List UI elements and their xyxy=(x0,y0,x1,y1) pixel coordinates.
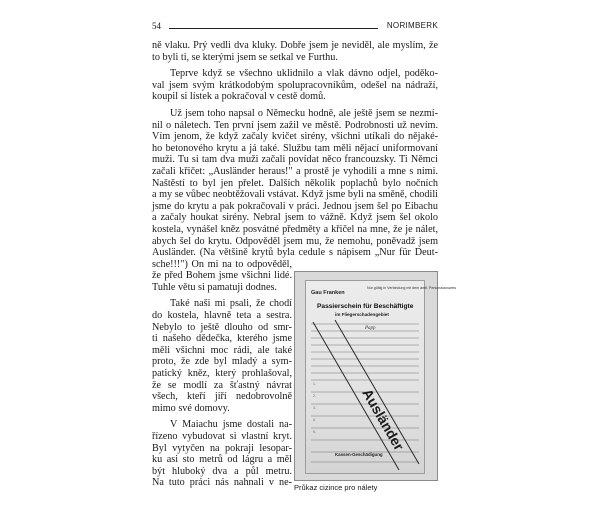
pass-name-value: Papp xyxy=(365,326,376,331)
text-line: mimo své domovy. xyxy=(152,402,230,414)
text-line: sche!!!") On mi na to odpověděl, xyxy=(152,258,292,270)
text-line: ho betonového krytu a já také. Službu tam měli nějací uniformovaní xyxy=(152,142,438,154)
text-line: V Maiachu jsme dostali na- xyxy=(170,419,292,431)
text-line: Na tuto práci nás nahnali v ne- xyxy=(152,477,292,489)
svg-text:5.: 5. xyxy=(313,430,316,434)
text-line: měli všichni moc rádi, ale také xyxy=(152,344,292,356)
text-line: to byli ti, se kterými jsem se setkal ve Furthu. xyxy=(152,51,338,63)
text-line: patický kněz, který prohlašoval, xyxy=(152,368,292,380)
text-line: koupil si lístek a pokračoval v cestě domů. xyxy=(152,91,326,103)
page-number: 54 xyxy=(152,21,161,31)
svg-text:1.: 1. xyxy=(313,382,316,386)
text-line: že před Bohem jsme všichni lidé. xyxy=(152,270,292,282)
figure-caption: Průkaz cizince pro nálety xyxy=(294,483,378,492)
form-row-marks xyxy=(313,382,316,434)
text-line: ku asi sto metrů od lágru a měl xyxy=(152,454,292,466)
pass-footer: Kassen-Geschädigung xyxy=(335,452,383,457)
pass-note: Nur gültig in Verbindung mit dem amtl. Personalausweis xyxy=(367,286,457,290)
header-rule xyxy=(169,28,378,29)
pass-issuer: Gau Franken xyxy=(311,290,345,296)
text-line: Už jsem toho napsal o Německu hodně, ale ještě jsem se nezmí- xyxy=(170,107,438,119)
text-line: začali křičet: „Ausländer heraus!" a prostě je vyhodili a mne s nimi. xyxy=(152,165,438,177)
text-line: Naštěstí to byl jen přelet. Dalších několik poplachů bylo nočních xyxy=(152,177,438,189)
text-line: val jsem svým krátkodobým spolupracovníkům, odešel na nádraží, xyxy=(152,79,438,91)
text-line: Také naši mi psali, že chodí xyxy=(170,298,292,310)
text-line: abych šel do krytu. Odpověděl jsem mu, že nemohu, poněvadž jsem xyxy=(152,235,438,247)
svg-text:3.: 3. xyxy=(313,406,316,410)
text-line: Byl vytyčen na pokraji lesopar- xyxy=(152,442,292,454)
text-line: Vím jenom, že když začaly kvičet sirény, všichni utíkali do nějaké- xyxy=(152,131,438,143)
text-line: a začaly houkat sirény. Nebral jsem to vážně. Když jsem šel okolo xyxy=(152,212,438,224)
pass-heading: Passierschein für Beschäftigte xyxy=(317,303,414,310)
text-line: do kostela, hlavně teta a sestra. xyxy=(152,310,292,322)
text-line: všech, kteří jiří nedobrovolně xyxy=(152,391,292,403)
text-line: být hluboký dva a půl metru. xyxy=(152,465,292,477)
text-line: a my se vůbec neobtěžovali vstávat. Když jsme byli na směně, chodili xyxy=(152,189,438,201)
svg-text:4.: 4. xyxy=(313,418,316,422)
figure xyxy=(294,271,457,492)
text-line: muži. Tu si tam dva muži začali povídat něco francouzsky. Ti Němci xyxy=(152,154,438,166)
running-title: NORIMBERK xyxy=(386,21,438,30)
text-line: ně vlaku. Prý vedli dva kluky. Dobře jsem je neviděl, ale myslím, že xyxy=(152,40,438,51)
pass-stamp: Ausländer xyxy=(359,385,408,454)
pass-subheading: im Fliegerschadengebiet xyxy=(335,312,389,317)
text-line: nil o náletech. Ten první jsem zažil ve městě. Podrobnosti už nevím. xyxy=(152,119,438,131)
text-line: řízeno vybudovat si vlastní kryt. xyxy=(152,431,292,442)
text-line: Nebylo to ještě dlouho od smr- xyxy=(152,321,292,333)
svg-text:2.: 2. xyxy=(313,394,316,398)
text-line: Teprve když se všechno uklidnilo a vlak dávno odjel, poděko- xyxy=(170,68,438,80)
page-header xyxy=(152,21,438,33)
pass-photo xyxy=(294,271,457,481)
text-line: kostela, vynášel kněz posvátné předměty a křičel na mne, že je nálet, xyxy=(152,223,438,235)
text-line: Tuhle větu si pamatuji dodnes. xyxy=(152,281,277,293)
text-line: že se modlí za šťastný návrat xyxy=(152,379,292,391)
pass-document-illustration xyxy=(295,272,457,482)
text-line: Ausländer. (Na většině krytů byla cedule s nápisem „Nur für Deut- xyxy=(152,247,438,259)
text-line: ti našeho dědečka, kterého jsme xyxy=(152,333,292,345)
text-line: proto, že zde byl mladý a sym- xyxy=(152,356,292,368)
text-line: jsme do krytu a pak pokračovali v práci. Jednou jsem šel po Eibachu xyxy=(152,200,438,212)
